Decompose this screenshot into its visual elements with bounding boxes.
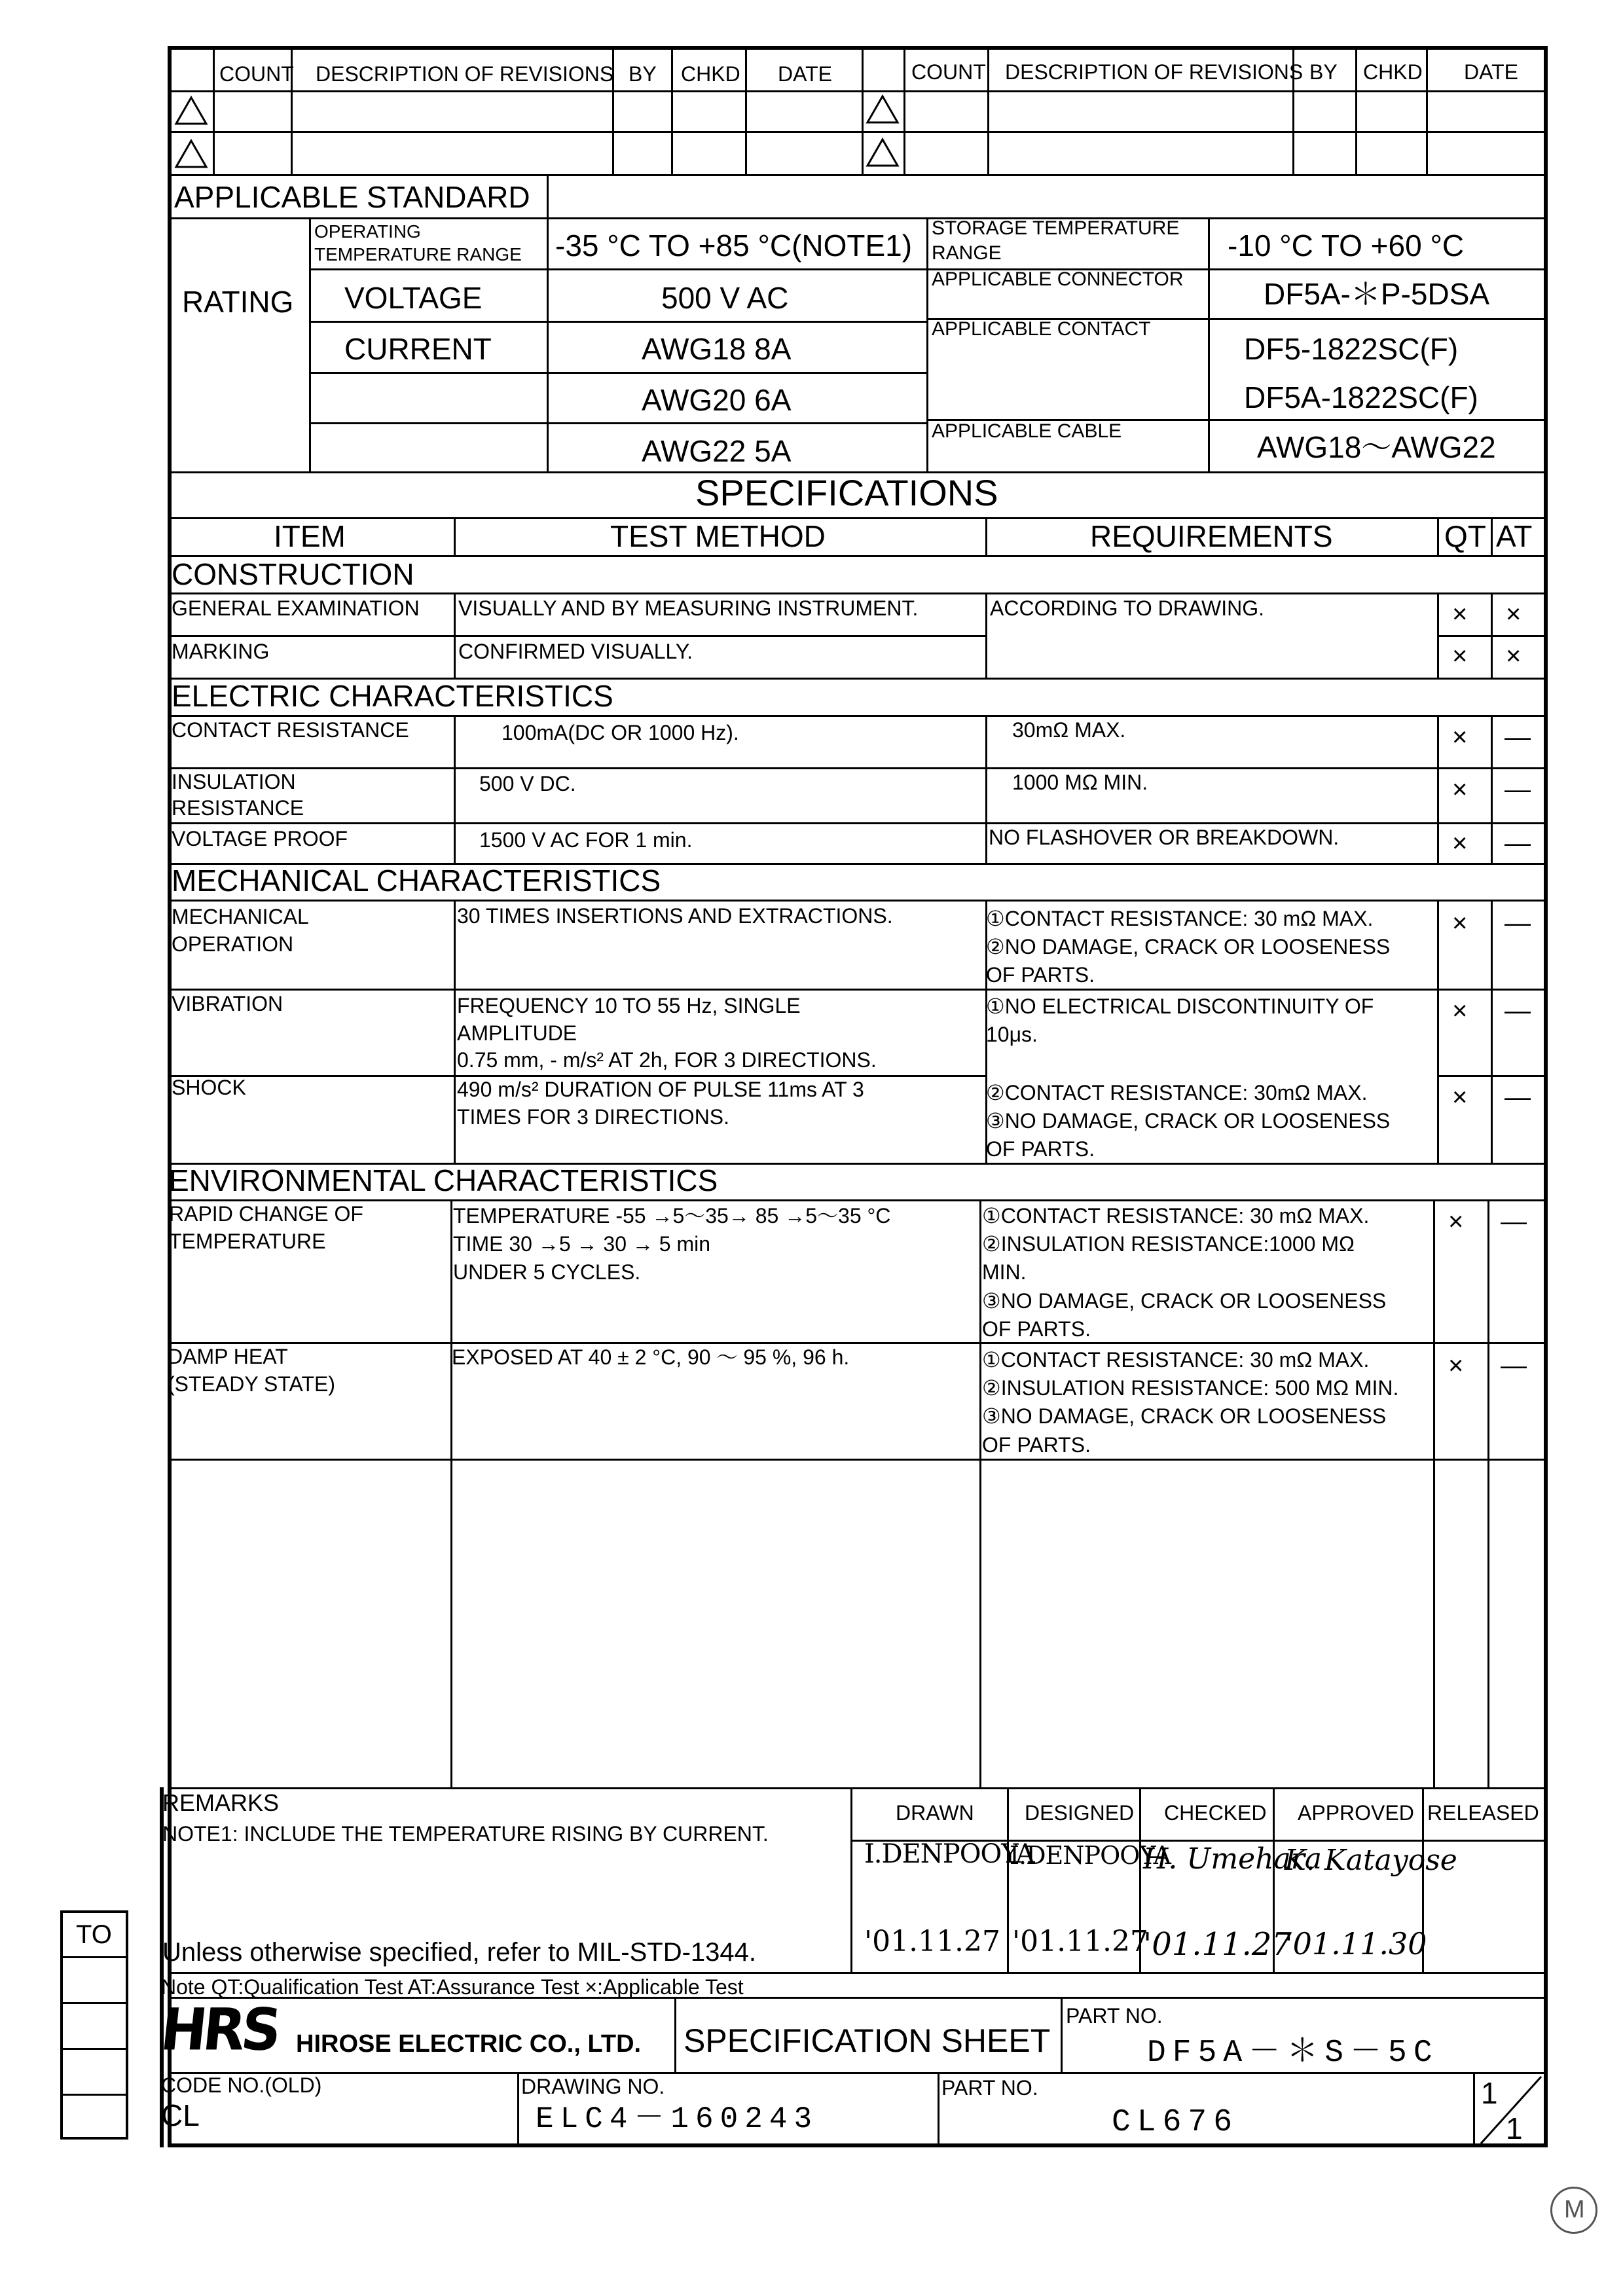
approved-date: '01.11.30 <box>1285 1926 1427 1961</box>
general-exam-item: GENERAL EXAMINATION <box>172 596 420 620</box>
voltage-proof-qt: × <box>1452 829 1468 858</box>
mech-op-req: ①CONTACT RESISTANCE: 30 mΩ MAX. ②NO DAMAGE, CRACK OR LOOSENESS OF PARTS. <box>986 907 1391 987</box>
current-awg18: AWG18 8A <box>642 332 792 366</box>
voltage-proof-method: 1500 V AC FOR 1 min. <box>479 828 693 852</box>
code-no-label: CODE NO.(OLD) <box>161 2073 322 2097</box>
rapid-change-method: TEMPERATURE -55 →5～35→ 85 →5～35 °C TIME 30 →5 → 30 → 5 min UNDER 5 CYCLES. <box>453 1204 891 1285</box>
rapid-change-req: ①CONTACT RESISTANCE: 30 mΩ MAX. ②INSULATION RESISTANCE:1000 MΩ MIN. ③NO DAMAGE, CRACK OR LOOSENESS OF PARTS. <box>982 1204 1387 1341</box>
voltage-proof-at: — <box>1504 829 1531 858</box>
vibration-qt: × <box>1452 996 1468 1025</box>
remarks-label: REMARKS <box>162 1789 280 1816</box>
insulation-item: INSULATION RESISTANCE <box>172 770 304 820</box>
voltage-label: VOLTAGE <box>344 281 483 315</box>
rev-chkd-header-2: CHKD <box>1363 60 1423 84</box>
rev-by-header: BY <box>629 62 657 86</box>
current-awg22: AWG22 5A <box>642 434 792 468</box>
connector-label: APPLICABLE CONNECTOR <box>932 268 1184 290</box>
storage-temp-value: -10 °C TO +60 °C <box>1228 228 1465 263</box>
insulation-method: 500 V DC. <box>479 772 576 795</box>
general-exam-at: × <box>1506 600 1522 629</box>
shock-req: ②CONTACT RESISTANCE: 30mΩ MAX. ③NO DAMAGE, CRACK OR LOOSENESS OF PARTS. <box>986 1081 1391 1161</box>
specification-sheet-title: SPECIFICATION SHEET <box>684 2022 1051 2059</box>
current-awg20: AWG20 6A <box>642 383 792 417</box>
general-exam-qt: × <box>1452 600 1468 629</box>
contact-resistance-item: CONTACT RESISTANCE <box>172 718 409 742</box>
section-mechanical: MECHANICAL CHARACTERISTICS <box>172 864 661 898</box>
revision-triangle-icon <box>174 96 208 126</box>
vibration-req: ①NO ELECTRICAL DISCONTINUITY OF 10μs. <box>986 994 1374 1047</box>
mech-op-method: 30 TIMES INSERTIONS AND EXTRACTIONS. <box>457 904 893 928</box>
specifications-title: SPECIFICATIONS <box>695 472 998 513</box>
rapid-change-qt: × <box>1448 1207 1464 1236</box>
approved-header: APPROVED <box>1298 1801 1414 1825</box>
company-name: HIROSE ELECTRIC CO., LTD. <box>296 2030 642 2058</box>
voltage-proof-item: VOLTAGE PROOF <box>172 827 348 850</box>
designed-header: DESIGNED <box>1025 1801 1135 1825</box>
qt-header: QT <box>1444 519 1486 553</box>
rapid-change-at: — <box>1501 1207 1527 1236</box>
marking-qt: × <box>1452 642 1468 670</box>
corner-mark-letter: M <box>1564 2196 1585 2223</box>
approved-signature: K. Katayose <box>1285 1844 1457 1877</box>
contact-resistance-at: — <box>1504 723 1531 752</box>
drawing-no-label: DRAWING NO. <box>521 2075 665 2098</box>
checked-date: '01.11.27 <box>1143 1926 1292 1963</box>
rev-count-header: COUNT <box>219 62 294 86</box>
page-total: 1 <box>1506 2111 1523 2145</box>
shock-at: — <box>1504 1083 1531 1112</box>
note-legend: Note QT:Qualification Test AT:Assurance Test ×:Applicable Test <box>161 1975 744 1999</box>
contact-value-1: DF5-1822SC(F) <box>1244 332 1459 366</box>
revision-triangle-icon <box>866 94 900 124</box>
voltage-value: 500 V AC <box>661 281 789 315</box>
rapid-change-item: RAPID CHANGE OF TEMPERATURE <box>169 1202 363 1253</box>
operating-temp-value: -35 °C TO +85 °C(NOTE1) <box>555 228 913 263</box>
drawn-date: '01.11.27 <box>864 1925 1001 1958</box>
rev-description-header: DESCRIPTION OF REVISIONS <box>316 62 614 86</box>
released-header: RELEASED <box>1427 1801 1539 1825</box>
checked-header: CHECKED <box>1164 1801 1267 1825</box>
designed-date: '01.11.27 <box>1012 1925 1149 1958</box>
rev-chkd-header: CHKD <box>681 62 740 86</box>
part-no-value: DF5A－＊S－5C <box>1147 2035 1439 2071</box>
insulation-at: — <box>1504 775 1531 804</box>
damp-heat-qt: × <box>1448 1351 1464 1380</box>
mech-op-item: MECHANICAL OPERATION <box>172 905 309 956</box>
remarks-mil-std: Unless otherwise specified, refer to MIL-STD-1344. <box>162 1938 757 1967</box>
designed-signature: I.DENPOOYA <box>1010 1841 1171 1870</box>
voltage-proof-req: NO FLASHOVER OR BREAKDOWN. <box>989 826 1340 849</box>
general-exam-method: VISUALLY AND BY MEASURING INSTRUMENT. <box>458 596 919 620</box>
marking-at: × <box>1506 642 1522 670</box>
mech-op-qt: × <box>1452 909 1468 938</box>
contact-label: APPLICABLE CONTACT <box>932 318 1151 340</box>
insulation-qt: × <box>1452 775 1468 804</box>
section-construction: CONSTRUCTION <box>172 557 414 591</box>
rev-date-header: DATE <box>778 62 832 86</box>
applicable-standard-label: APPLICABLE STANDARD <box>174 180 530 214</box>
marking-method: CONFIRMED VISUALLY. <box>458 640 693 663</box>
damp-heat-item: DAMP HEAT (STEADY STATE) <box>168 1345 336 1396</box>
rating-label: RATING <box>182 285 294 319</box>
test-method-header: TEST METHOD <box>610 519 826 553</box>
rev-by-header-2: BY <box>1309 60 1338 84</box>
marking-item: MARKING <box>172 640 270 663</box>
at-header: AT <box>1496 519 1533 553</box>
checked-signature: H. Umehara <box>1143 1842 1322 1876</box>
shock-item: SHOCK <box>172 1076 246 1099</box>
insulation-req: 1000 MΩ MIN. <box>1012 771 1148 794</box>
storage-temp-label: STORAGE TEMPERATURE RANGE <box>932 217 1180 264</box>
cable-label: APPLICABLE CABLE <box>932 420 1122 442</box>
vibration-method: FREQUENCY 10 TO 55 Hz, SINGLE AMPLITUDE 0.75 mm, - m/s² AT 2h, FOR 3 DIRECTIONS. <box>457 994 877 1072</box>
page-number: 1 <box>1481 2076 1498 2110</box>
item-header: ITEM <box>274 519 346 553</box>
part-no2-label: PART NO. <box>941 2076 1038 2100</box>
section-electric: ELECTRIC CHARACTERISTICS <box>172 679 613 713</box>
to-label: TO <box>76 1920 112 1949</box>
requirements-header: REQUIREMENTS <box>1090 519 1333 553</box>
vibration-item: VIBRATION <box>172 992 283 1015</box>
damp-heat-at: — <box>1501 1351 1527 1380</box>
damp-heat-req: ①CONTACT RESISTANCE: 30 mΩ MAX. ②INSULATION RESISTANCE: 500 MΩ MIN. ③NO DAMAGE, CRACK OR LOOSENESS OF PARTS. <box>982 1348 1399 1457</box>
general-exam-req: ACCORDING TO DRAWING. <box>990 596 1264 620</box>
rev-description-header-2: DESCRIPTION OF REVISIONS <box>1005 60 1304 84</box>
damp-heat-method: EXPOSED AT 40 ± 2 °C, 90 ～ 95 %, 96 h. <box>452 1345 850 1369</box>
drawn-header: DRAWN <box>896 1801 974 1825</box>
contact-value-2: DF5A-1822SC(F) <box>1244 380 1478 414</box>
contact-resistance-req: 30mΩ MAX. <box>1012 718 1126 742</box>
current-label: CURRENT <box>344 332 492 366</box>
hrs-logo: HRS <box>157 1995 281 2064</box>
revision-triangle-icon <box>866 137 900 168</box>
drawn-signature: I.DENPOOYA <box>864 1839 1034 1869</box>
remarks-note1: NOTE1: INCLUDE THE TEMPERATURE RISING BY CURRENT. <box>162 1822 769 1846</box>
shock-qt: × <box>1452 1083 1468 1112</box>
shock-method: 490 m/s² DURATION OF PULSE 11ms AT 3 TIMES FOR 3 DIRECTIONS. <box>457 1078 864 1129</box>
section-environmental: ENVIRONMENTAL CHARACTERISTICS <box>169 1163 718 1197</box>
contact-resistance-method: 100mA(DC OR 1000 Hz). <box>501 721 739 744</box>
vibration-at: — <box>1504 996 1531 1025</box>
rev-date-header-2: DATE <box>1464 60 1518 84</box>
drawing-no-value: ELC4－160243 <box>536 2102 819 2136</box>
revision-triangle-icon <box>174 139 208 169</box>
code-no-value: CL <box>161 2098 200 2132</box>
cable-value: AWG18～AWG22 <box>1257 430 1496 464</box>
rev-count-header-2: COUNT <box>911 60 986 84</box>
mech-op-at: — <box>1504 909 1531 938</box>
part-no2-value: CL676 <box>1112 2105 1239 2140</box>
connector-value: DF5A-＊P-5DSA <box>1264 277 1490 311</box>
part-no-label: PART NO. <box>1066 2004 1163 2028</box>
operating-temp-label: OPERATING TEMPERATURE RANGE <box>314 221 522 264</box>
contact-resistance-qt: × <box>1452 723 1468 752</box>
